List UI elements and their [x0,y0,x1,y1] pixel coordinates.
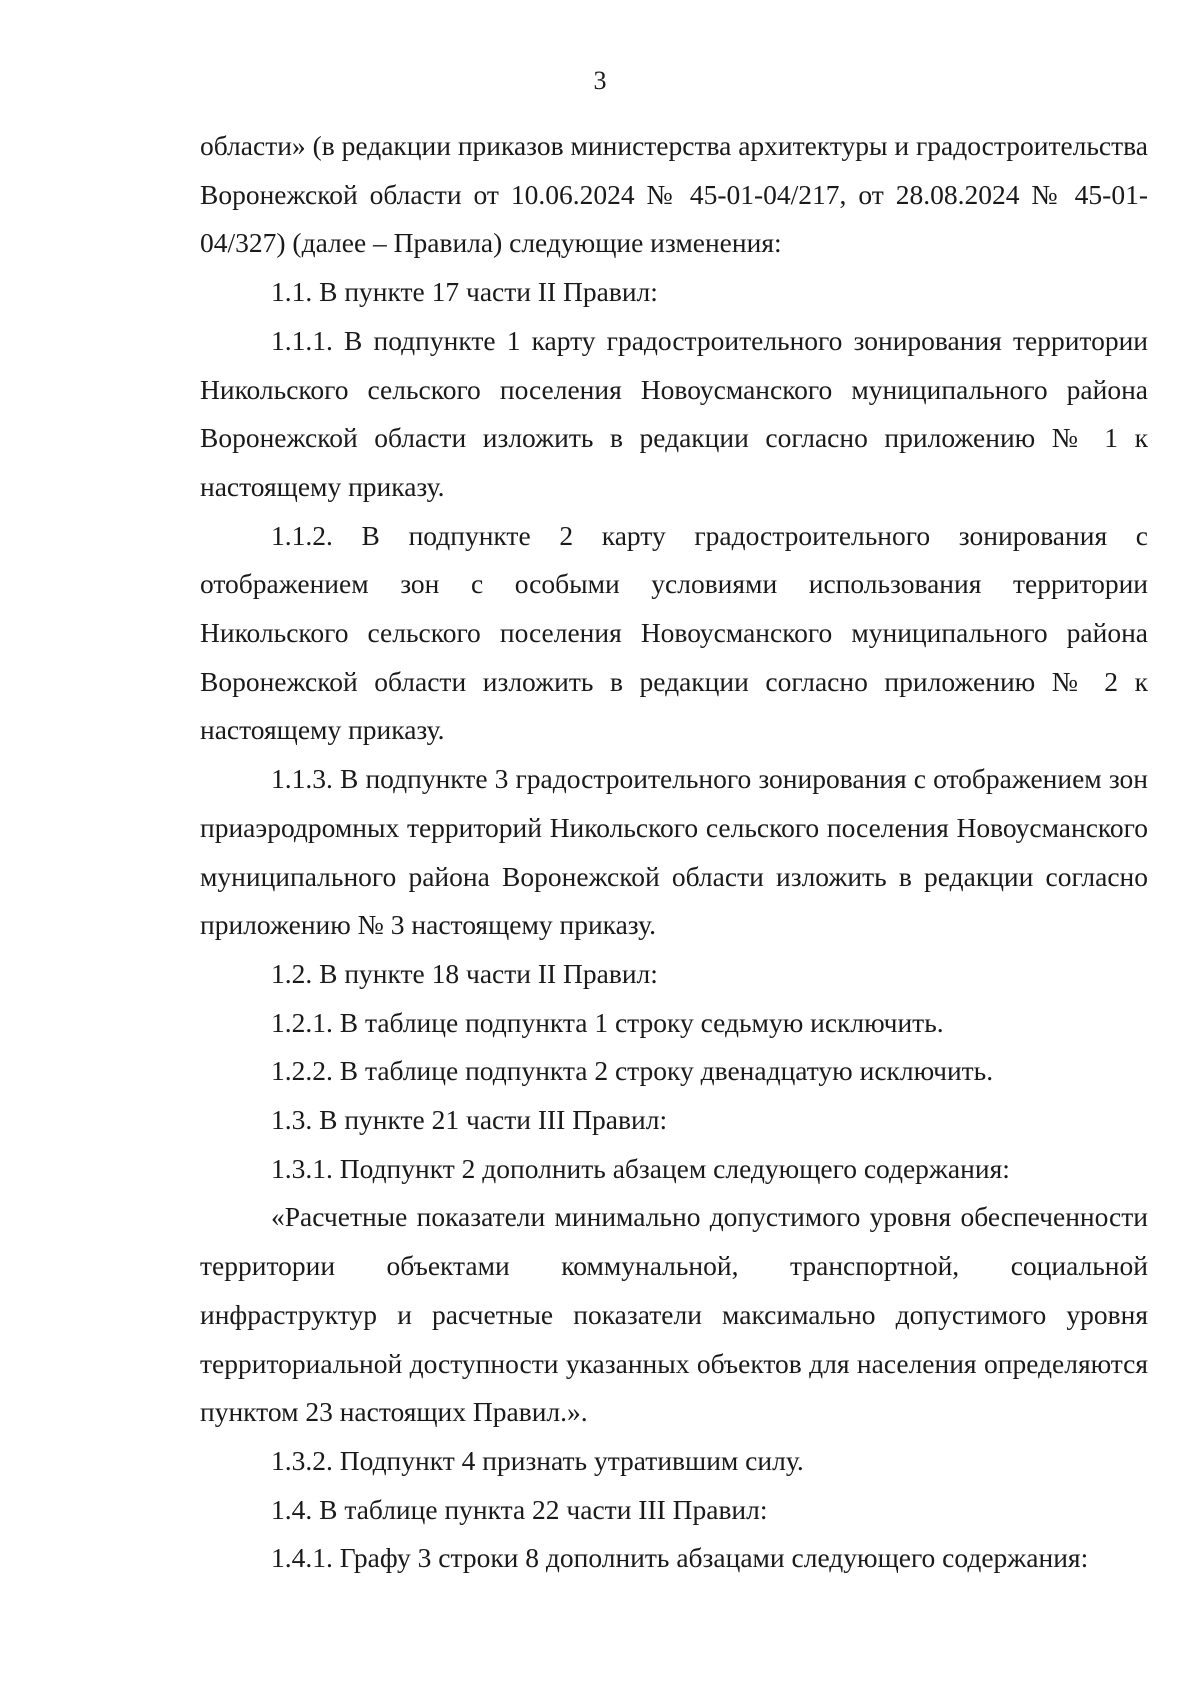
paragraph-1-3: 1.3. В пункте 21 части III Правил: [271,1104,668,1136]
paragraph-1-2: 1.2. В пункте 18 части II Правил: [271,957,658,989]
paragraph-1-1-3: 1.1.3. В подпункте 3 градостроительного зонирования с отображением зон приаэродромных территорий Никольского сельского поселения Новоусманского муниципального района Воронежской области изложить в редакции согласно приложению № 3 настоящему приказу. [200,763,1148,941]
paragraph-1-1-2: 1.1.2. В подпункте 2 карту градостроительного зонирования с отображением зон с особыми условиями использования территории Никольского сельского поселения Новоусманского муниципального района Воронежской области изложить в редакции согласно приложению № 2 к настоящему приказу. [200,519,1148,746]
paragraph-1-4: 1.4. В таблице пункта 22 части III Правил: [271,1493,768,1525]
paragraph-continuation: области» (в редакции приказов министерства архитектуры и градостроительства Воронежской области от 10.06.2024 № 45-01-04/217, от 28.08.2024 № 45-01-04/327) (далее – Правила) следующие изменения: [200,130,1148,259]
paragraph-1-3-1: 1.3.1. Подпункт 2 дополнить абзацем следующего содержания: [271,1152,1010,1184]
paragraph-1-2-2: 1.2.2. В таблице подпункта 2 строку двенадцатую исключить. [271,1055,994,1087]
paragraph-1-1-1: 1.1.1. В подпункте 1 карту градостроительного зонирования территории Никольского сельского поселения Новоусманского муниципального района Воронежской области изложить в редакции согласно приложению № 1 к настоящему приказу. [200,324,1148,502]
quoted-paragraph: «Расчетные показатели минимально допустимого уровня обеспеченности территории объектами коммунальной, транспортной, социальной инфраструктур и расчетные показатели максимально допустимого уровня территориальной доступности указанных объектов для населения определяются пунктом 23 настоящих Правил.». [200,1201,1148,1428]
paragraph-1-4-1: 1.4.1. Графу 3 строки 8 дополнить абзацами следующего содержания: [271,1542,1089,1574]
paragraph-1-1: 1.1. В пункте 17 части II Правил: [271,276,658,308]
document-body [200,122,1148,1583]
paragraph-1-3-2: 1.3.2. Подпункт 4 признать утратившим силу. [271,1444,804,1476]
paragraph-1-2-1: 1.2.1. В таблице подпункта 1 строку седьмую исключить. [271,1006,944,1038]
page-number: 3 [593,66,607,95]
